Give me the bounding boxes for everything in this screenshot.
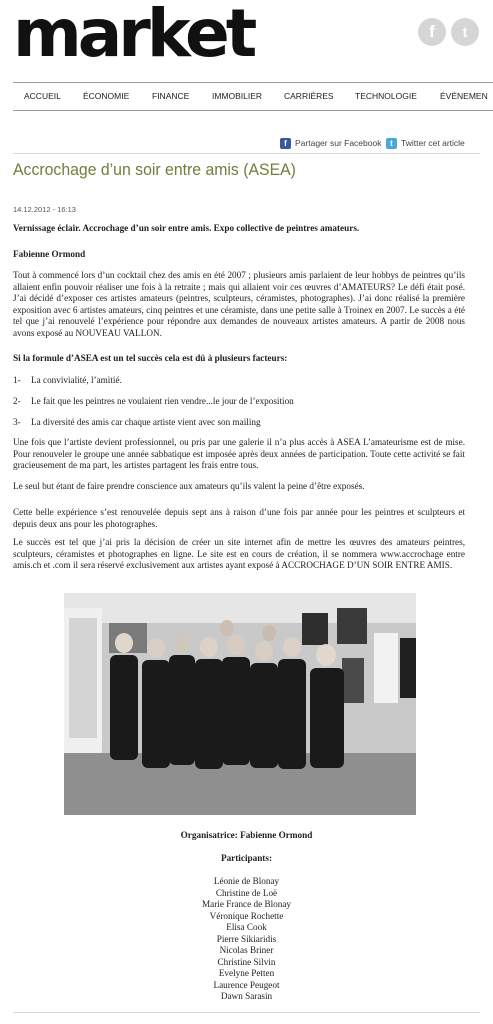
participant-name: Evelyne Petten [218,968,275,978]
nav-item-immobilier[interactable]: IMMOBILIER [212,91,263,101]
participant-name: Léonie de Blonay [213,876,280,886]
site-header [0,0,493,80]
article-lead: Vernissage éclair. Accrochage d’un soir entre amis. Expo collective de peintres amateurs. [13,223,360,233]
share-twitter-link[interactable] [386,136,465,150]
participant-name: Christine de Loë [215,887,278,898]
nav-item-accueil[interactable]: ACCUEIL [24,91,61,101]
article-author: Fabienne Ormond [13,249,86,259]
nav-item-evenements[interactable]: ÉVÉNEMEN [440,91,488,101]
participant-name: Christine Silvin [217,956,276,967]
twitter-icon: t [386,138,397,149]
divider [13,1012,480,1013]
facebook-icon[interactable]: f [418,18,446,46]
twitter-icon[interactable]: t [451,18,479,46]
article-subhead: Si la formule d’ASEA est un tel succès cela est dû à plusieurs facteurs: [13,353,288,363]
participants-heading: Participants: [220,853,273,863]
participants-list [0,876,493,1003]
list-item [13,417,261,427]
organiser-line: Organisatrice: Fabienne Ormond [180,830,313,840]
list-item-number: 3- [13,417,21,427]
list-item-text: Le fait que les peintres ne voulaient rien vendre...le jour de l’exposition [31,396,294,406]
nav-item-finance[interactable]: FINANCE [152,91,190,101]
article-paragraph-1: Tout à commencé lors d’un cocktail chez des amis en été 2007 ; plusieurs amis parlaient de leur hobbys de peintres qu’ils allaient enfin pouvoir réaliser une fois à la retraite ; mais qui allaient voir ces œuvres d’AMATEURS? Le défi était posé. J’ai décidé d’exposer ces artistes amateurs (peintres, sculpteurs, céramistes, photographes). J’ai donc réalisé la première exposition avec 6 artistes amateurs, cinq peintres et une céramiste, dans une petite salle à Troinex en 2007. Le succès a été tel que j’ai renouvelé l’expérience pour répondre aux demandes de nouveaux artistes amateurs. A partir de 2008 nous avons exposé au NOUVEAU VALLON. [13,270,465,338]
article-paragraph-4: Cette belle expérience s’est renouvelée depuis sept ans à raison d’une fois par année pour les peintres et sculpteurs et depuis deux ans pour les photographes. [13,507,465,529]
list-item [13,396,294,406]
article-title: Accrochage d’un soir entre amis (ASEA) [13,160,296,179]
list-item-number: 2- [13,396,21,406]
article-paragraph-5: Le succès est tel que j’ai pris la décision de créer un site internet afin de mettre les œuvres des amateurs peintres, sculpteurs, céramistes et photographes en ligne. Le site est en cours de création, il se nommera www.accrochage entre amis.ch et .com il sera réservé exclusivement aux artistes ayant exposé à ACCROCHAGE D’UN SOIR ENTRE AMIS. [13,537,465,570]
group-photo-illustration [64,593,416,815]
participant-name: Elisa Cook [226,922,267,932]
nav-item-economie[interactable]: ÉCONOMIE [83,91,130,101]
list-item-text: La diversité des amis car chaque artiste vient avec son mailing [31,417,261,427]
participant-name: Nicolas Briner [219,945,274,955]
main-nav [13,82,493,111]
share-twitter-label: Twitter cet article [401,138,465,148]
article-date: 14.12.2012 - 16:13 [13,205,76,214]
share-facebook-link[interactable] [280,136,381,150]
site-logo[interactable]: market [13,0,254,72]
participant-name: Dawn Sarasin [220,991,273,1001]
participant-name: Véronique Rochette [209,910,284,921]
share-facebook-label: Partager sur Facebook [295,138,382,148]
nav-item-technologie[interactable]: TECHNOLOGIE [355,91,417,101]
list-item-text: La convivialité, l’amitié. [31,375,122,385]
participant-name: Marie France de Blonay [201,899,292,909]
nav-item-carrieres[interactable]: CARRIÈRES [284,91,334,101]
list-item [13,375,122,385]
list-item-number: 1- [13,375,21,385]
article-photo [64,593,416,815]
article-paragraph-3: Le seul but étant de faire prendre conscience aux amateurs qu’ils valent la peine d’être exposés. [13,481,365,491]
article-paragraph-2: Une fois que l’artiste devient professionnel, ou pris par une galerie il n’a plus accès à ASEA L’amateurisme est de mise. Pour renouveler le groupe une année sabbatique est imposée après deux années de participation. Toute cette activité se fait gracieusement de ma part, les artistes partagent les frais entre tous. [13,437,465,470]
participant-name: Laurence Peugeot [213,979,280,990]
divider [13,153,480,154]
facebook-icon: f [280,138,291,149]
participant-name: Pierre Sikiaridis [216,933,277,944]
